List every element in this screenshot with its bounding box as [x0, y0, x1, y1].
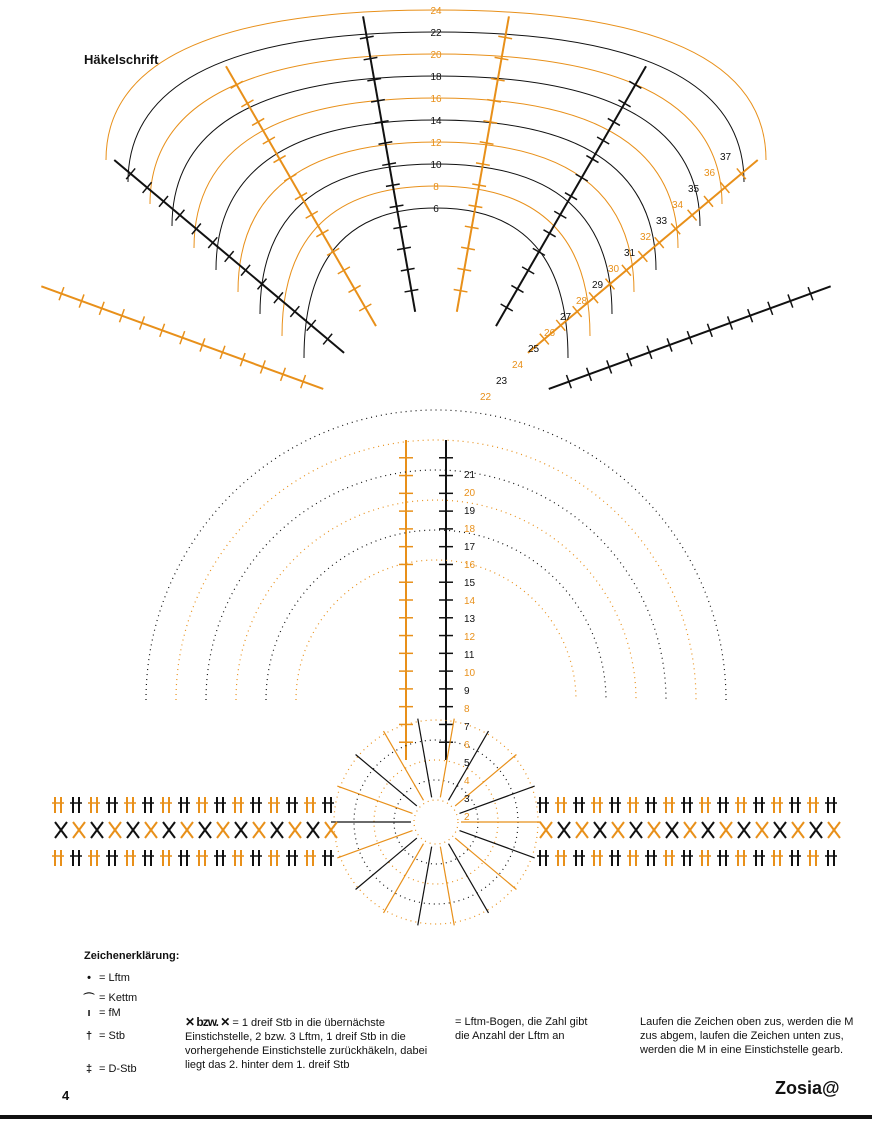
round-label: 13: [464, 614, 476, 625]
stitch-tick: [597, 137, 609, 144]
brand-signature: Zosia@: [775, 1078, 840, 1098]
round-label: 31: [624, 248, 636, 259]
arch-label: 16: [430, 94, 442, 105]
chart-title: Häkelschrift: [84, 52, 159, 67]
stitch-tick: [576, 174, 588, 181]
arch-label: 12: [430, 138, 442, 149]
round-label: 22: [480, 392, 492, 403]
stitch-tick: [284, 174, 296, 181]
round-label: 8: [464, 704, 470, 715]
arc-text: = Lftm-Bogen, die Zahl gibt die Anzahl der Lftm an: [455, 1016, 588, 1042]
crossed-stitch-icon: ✕ bzw. ✕: [185, 1015, 230, 1029]
round-label: 33: [656, 216, 668, 227]
round-label: 19: [464, 506, 476, 517]
arch-label: 8: [433, 182, 439, 193]
rosette-spoke: [384, 844, 424, 913]
round-label: 11: [464, 650, 475, 661]
page-bottom-rule: [0, 1115, 872, 1119]
chain-arc: [296, 560, 576, 700]
chain-stitch-icon: •: [87, 972, 91, 984]
round-label: 4: [464, 776, 470, 787]
crossed-stitch-text: = 1 dreif Stb in die übernächste Einstichstelle, 2 bzw. 3 Lftm, 1 dreif Stb in die vorhergehende Einstichstelle zurückhäkeln, dabei liegt das 2. hinter dem 1. dreif Stb: [185, 1017, 428, 1071]
stitch-tick: [359, 304, 371, 311]
stitch-tick: [565, 193, 577, 200]
stitch-tick: [501, 304, 513, 311]
round-label: 17: [464, 542, 476, 553]
rosette-spoke: [440, 719, 454, 798]
round-label: 14: [464, 596, 476, 607]
round-label: 23: [496, 376, 508, 387]
round-label: 6: [464, 740, 470, 751]
stitch-tick: [522, 267, 534, 274]
rosette-spoke: [337, 831, 412, 858]
slip-stitch-icon: ⌒: [83, 993, 95, 1005]
round-label: 21: [464, 470, 476, 481]
stitch-bands: [52, 797, 840, 866]
stitch-tick: [231, 81, 243, 88]
stitch-tick: [295, 193, 307, 200]
chain-arc: [146, 410, 726, 700]
chain-arc: [206, 470, 666, 700]
arch-label: 24: [430, 6, 442, 17]
rosette-spoke: [337, 786, 412, 813]
round-label: 9: [464, 686, 470, 697]
round-label: 15: [464, 578, 476, 589]
double-crochet-icon: †: [85, 1030, 93, 1042]
round-label: 7: [464, 722, 470, 733]
legend-item-dstb: [82, 1063, 137, 1075]
rosette-spoke: [440, 847, 454, 926]
arch-label: 14: [430, 116, 442, 127]
round-label: 12: [464, 632, 476, 643]
stitch-tick: [338, 267, 350, 274]
arch-line: [304, 208, 568, 358]
stitch-tick: [316, 230, 328, 237]
stitch-tick: [544, 230, 556, 237]
round-label: 16: [464, 560, 476, 571]
treble-crochet-icon: ‡: [85, 1063, 93, 1075]
round-label: 29: [592, 280, 604, 291]
stitch-tick: [511, 285, 523, 292]
chain-arc: [236, 500, 636, 700]
round-number-labels: [430, 6, 731, 823]
round-label: 26: [544, 328, 556, 339]
stitch-tick: [619, 100, 631, 107]
legend-label: = Stb: [99, 1030, 125, 1042]
legend-crossed-stitch: [185, 1015, 435, 1072]
round-label: 30: [608, 264, 620, 275]
round-label: 10: [464, 668, 476, 679]
rosette-spoke: [455, 838, 516, 889]
stitch-tick: [608, 118, 620, 125]
single-crochet-icon: ı: [87, 1007, 91, 1019]
rosette-spoke: [418, 719, 432, 798]
stitch-tick: [241, 100, 253, 107]
legend-label: = fM: [99, 1007, 121, 1019]
stitch-tick: [274, 156, 286, 163]
rosette-spoke: [459, 831, 534, 858]
arch-label: 6: [433, 204, 439, 215]
rosette-spoke: [384, 731, 424, 800]
rosette-ring: [414, 800, 458, 844]
round-label: 18: [464, 524, 476, 535]
legend-label: = D-Stb: [99, 1063, 137, 1075]
round-label: 36: [704, 168, 716, 179]
round-label: 34: [672, 200, 684, 211]
stitch-tick: [263, 137, 275, 144]
stitch-tick: [629, 81, 641, 88]
stitch-tick: [349, 285, 361, 292]
legend-item-fm: [82, 1007, 121, 1019]
stitch-tick: [306, 211, 318, 218]
legend-label: = Kettm: [99, 992, 138, 1004]
round-label: 35: [688, 184, 700, 195]
arch-label: 22: [430, 28, 442, 39]
rosette-spoke: [356, 838, 417, 889]
legend-item-kettm: [82, 990, 137, 1006]
round-label: 20: [464, 488, 476, 499]
legend-decrease-rule: Laufen die Zeichen oben zus, werden die M zus abgem, laufen die Zeichen unten zus, werden die M in eine Einstichstelle gearb.: [640, 1016, 854, 1056]
arch-label: 18: [430, 72, 442, 83]
round-label: 5: [464, 758, 470, 769]
legend-item-stb: [82, 1030, 125, 1042]
round-label: 3: [464, 794, 470, 805]
stitch-tick: [554, 211, 566, 218]
stitch-tick: [586, 156, 598, 163]
legend-item-lftm: [82, 972, 130, 984]
stitch-tick: [252, 118, 264, 125]
round-label: 25: [528, 344, 540, 355]
legend-chain-arc: [455, 1015, 605, 1043]
rosette-spoke: [459, 786, 534, 813]
page-number: 4: [62, 1088, 70, 1103]
round-label: 28: [576, 296, 588, 307]
rosette-spoke: [449, 844, 489, 913]
rosette-spoke: [418, 847, 432, 926]
arch-label: 20: [430, 50, 442, 61]
round-label: 2: [464, 812, 470, 823]
legend-label: = Lftm: [99, 972, 130, 984]
chain-arc: [266, 530, 606, 700]
round-label: 32: [640, 232, 652, 243]
legend-heading: Zeichenerklärung:: [84, 950, 180, 962]
arch-label: 10: [430, 160, 442, 171]
round-label: 37: [720, 152, 732, 163]
chain-arc: [176, 440, 696, 700]
round-label: 24: [512, 360, 524, 371]
round-label: 27: [560, 312, 572, 323]
